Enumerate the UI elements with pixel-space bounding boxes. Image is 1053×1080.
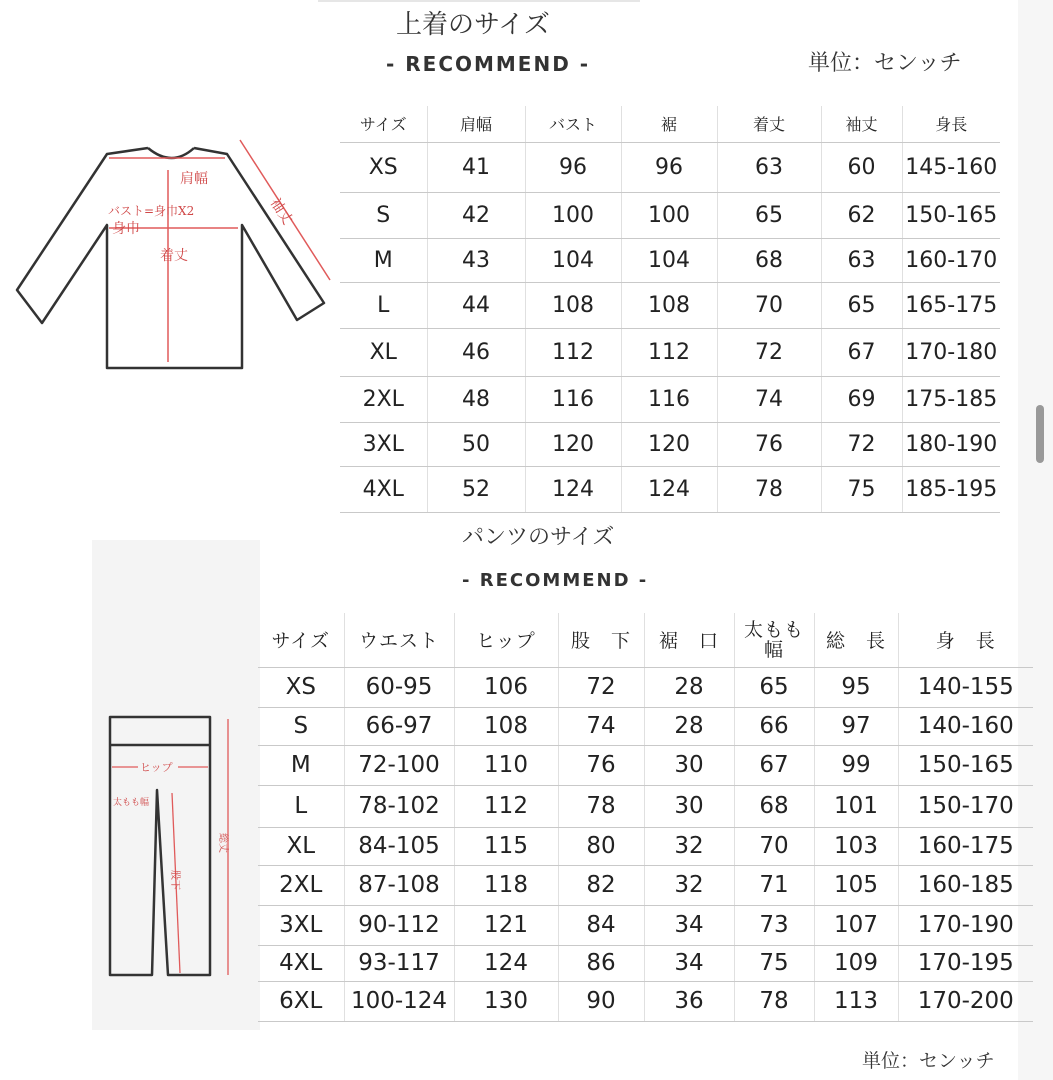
table-cell: 185-195	[902, 466, 1000, 512]
table-cell: 78-102	[344, 785, 454, 827]
top-header-hem: 裾	[621, 106, 717, 142]
table-cell: 124	[525, 466, 621, 512]
table-cell: 170-180	[902, 328, 1000, 376]
table-cell: 84	[558, 905, 644, 945]
table-cell: 36	[644, 981, 734, 1021]
table-cell: S	[258, 707, 344, 745]
table-cell: 107	[814, 905, 898, 945]
bottom-header-inseam: 股 下	[558, 613, 644, 667]
table-cell: 124	[454, 945, 558, 981]
table-cell: 103	[814, 827, 898, 865]
bottom-header-waist: ウエスト	[344, 613, 454, 667]
table-cell: 50	[427, 422, 525, 466]
table-cell: 6XL	[258, 981, 344, 1021]
top-unit: 単位：センッチ	[808, 51, 962, 76]
table-cell: 76	[558, 745, 644, 785]
table-cell: 4XL	[340, 466, 427, 512]
table-cell: 72	[821, 422, 902, 466]
table-cell: 90-112	[344, 905, 454, 945]
top-header-shoulder: 肩幅	[427, 106, 525, 142]
bottom-header-hem: 裾 口	[644, 613, 734, 667]
table-cell: 100	[525, 192, 621, 238]
table-cell: XL	[340, 328, 427, 376]
top-header-length: 着丈	[717, 106, 821, 142]
table-cell: 63	[821, 238, 902, 282]
top-header-bust: バスト	[525, 106, 621, 142]
table-cell: 118	[454, 865, 558, 905]
table-cell: 150-170	[898, 785, 1033, 827]
table-cell: 60	[821, 142, 902, 192]
table-row	[258, 827, 1033, 865]
bottom-table-header-row	[258, 613, 1033, 667]
shirt-label-body-width: 身巾	[112, 221, 140, 237]
table-cell: S	[340, 192, 427, 238]
table-cell: 72	[717, 328, 821, 376]
table-cell: 145-160	[902, 142, 1000, 192]
bottom-header-height: 身 長	[898, 613, 1033, 667]
table-cell: 78	[717, 466, 821, 512]
pants-label-thigh: 太もも幅	[113, 798, 150, 808]
table-cell: 44	[427, 282, 525, 328]
table-cell: 2XL	[340, 376, 427, 422]
bottom-unit: 単位：センッチ	[862, 1050, 995, 1072]
table-row	[340, 192, 1000, 238]
bottom-header-hip: ヒップ	[454, 613, 558, 667]
table-cell: 170-200	[898, 981, 1033, 1021]
table-cell: 43	[427, 238, 525, 282]
table-cell: 112	[621, 328, 717, 376]
table-cell: 96	[621, 142, 717, 192]
bottom-header-thigh-label: 太もも幅	[743, 618, 804, 661]
table-cell: 78	[734, 981, 814, 1021]
bottom-header-size: サイズ	[258, 613, 344, 667]
shirt-label-shoulder: 肩幅	[180, 171, 208, 187]
top-header-sleeve: 袖丈	[821, 106, 902, 142]
table-cell: 165-175	[902, 282, 1000, 328]
table-cell: 108	[525, 282, 621, 328]
table-cell: 60-95	[344, 667, 454, 707]
table-cell: 112	[454, 785, 558, 827]
table-cell: 69	[821, 376, 902, 422]
table-row	[258, 667, 1033, 707]
table-cell: 75	[821, 466, 902, 512]
table-cell: 100-124	[344, 981, 454, 1021]
table-cell: 116	[621, 376, 717, 422]
shirt-label-length: 着丈	[160, 248, 188, 264]
table-cell: 68	[717, 238, 821, 282]
table-cell: 112	[525, 328, 621, 376]
table-cell: L	[258, 785, 344, 827]
table-cell: 113	[814, 981, 898, 1021]
table-cell: 41	[427, 142, 525, 192]
table-cell: 160-175	[898, 827, 1033, 865]
top-header-size: サイズ	[340, 106, 427, 142]
table-cell: 28	[644, 667, 734, 707]
table-row	[258, 945, 1033, 981]
table-cell: 115	[454, 827, 558, 865]
table-cell: 116	[525, 376, 621, 422]
table-cell: 124	[621, 466, 717, 512]
table-cell: 93-117	[344, 945, 454, 981]
table-cell: 66-97	[344, 707, 454, 745]
table-cell: 84-105	[344, 827, 454, 865]
shirt-label-sleeve: 袖丈	[266, 195, 296, 228]
table-cell: 121	[454, 905, 558, 945]
shirt-diagram	[12, 130, 342, 375]
pants-label-total-length: 総丈	[217, 833, 228, 853]
top-recommend: - RECOMMEND -	[386, 52, 591, 76]
table-row	[340, 466, 1000, 512]
table-cell: 66	[734, 707, 814, 745]
table-cell: 86	[558, 945, 644, 981]
table-cell: 74	[717, 376, 821, 422]
table-cell: 52	[427, 466, 525, 512]
table-cell: 170-195	[898, 945, 1033, 981]
table-cell: 34	[644, 945, 734, 981]
table-cell: 150-165	[902, 192, 1000, 238]
table-cell: 175-185	[902, 376, 1000, 422]
table-cell: 140-160	[898, 707, 1033, 745]
table-cell: 120	[525, 422, 621, 466]
table-cell: 28	[644, 707, 734, 745]
table-cell: 160-170	[902, 238, 1000, 282]
table-cell: 96	[525, 142, 621, 192]
table-cell: 70	[717, 282, 821, 328]
table-cell: 150-165	[898, 745, 1033, 785]
table-row	[258, 981, 1033, 1021]
table-cell: 108	[454, 707, 558, 745]
table-cell: 65	[821, 282, 902, 328]
table-row	[340, 422, 1000, 466]
table-cell: 71	[734, 865, 814, 905]
top-title: 上着のサイズ	[396, 10, 550, 40]
table-cell: 90	[558, 981, 644, 1021]
table-cell: 32	[644, 827, 734, 865]
table-cell: 104	[525, 238, 621, 282]
table-cell: 30	[644, 745, 734, 785]
table-cell: 87-108	[344, 865, 454, 905]
table-cell: 101	[814, 785, 898, 827]
pants-diagram	[100, 705, 245, 985]
table-cell: 78	[558, 785, 644, 827]
table-cell: 104	[621, 238, 717, 282]
table-cell: 67	[821, 328, 902, 376]
table-row	[258, 745, 1033, 785]
table-cell: 109	[814, 945, 898, 981]
table-cell: 65	[734, 667, 814, 707]
table-cell: 62	[821, 192, 902, 238]
table-cell: 80	[558, 827, 644, 865]
shirt-label-bust: バスト=身巾X2	[108, 204, 195, 218]
table-cell: 160-185	[898, 865, 1033, 905]
table-row	[340, 328, 1000, 376]
table-cell: 34	[644, 905, 734, 945]
top-table-header-row	[340, 106, 1000, 142]
bottom-header-total-length: 総 長	[814, 613, 898, 667]
pants-label-inseam: 股下	[169, 870, 180, 890]
top-size-table	[340, 106, 1000, 513]
table-row	[340, 238, 1000, 282]
table-cell: 72	[558, 667, 644, 707]
table-cell: 4XL	[258, 945, 344, 981]
table-row	[258, 905, 1033, 945]
table-cell: 108	[621, 282, 717, 328]
table-cell: 3XL	[340, 422, 427, 466]
table-cell: 75	[734, 945, 814, 981]
bottom-size-table	[258, 613, 1033, 1022]
table-cell: 67	[734, 745, 814, 785]
pants-label-hip: ヒップ	[140, 761, 173, 774]
bottom-recommend: - RECOMMEND -	[462, 570, 649, 591]
table-cell: 140-155	[898, 667, 1033, 707]
table-row	[258, 707, 1033, 745]
table-row	[340, 376, 1000, 422]
table-row	[258, 865, 1033, 905]
table-cell: 65	[717, 192, 821, 238]
table-cell: 74	[558, 707, 644, 745]
table-cell: 73	[734, 905, 814, 945]
bottom-header-thigh	[734, 613, 814, 667]
table-cell: 82	[558, 865, 644, 905]
table-cell: 170-190	[898, 905, 1033, 945]
table-cell: M	[340, 238, 427, 282]
table-cell: 180-190	[902, 422, 1000, 466]
table-cell: 99	[814, 745, 898, 785]
table-cell: XS	[258, 667, 344, 707]
table-cell: L	[340, 282, 427, 328]
table-cell: 42	[427, 192, 525, 238]
top-divider	[318, 0, 640, 2]
table-cell: 32	[644, 865, 734, 905]
table-cell: 72-100	[344, 745, 454, 785]
table-cell: XL	[258, 827, 344, 865]
table-cell: 97	[814, 707, 898, 745]
table-row	[258, 785, 1033, 827]
top-header-height: 身長	[902, 106, 1000, 142]
table-cell: 106	[454, 667, 558, 707]
table-cell: 70	[734, 827, 814, 865]
table-row	[340, 282, 1000, 328]
table-cell: XS	[340, 142, 427, 192]
table-cell: 3XL	[258, 905, 344, 945]
table-cell: 105	[814, 865, 898, 905]
scrollbar-thumb[interactable]	[1036, 405, 1044, 463]
table-cell: M	[258, 745, 344, 785]
table-cell: 120	[621, 422, 717, 466]
table-cell: 63	[717, 142, 821, 192]
table-cell: 110	[454, 745, 558, 785]
table-cell: 48	[427, 376, 525, 422]
table-cell: 2XL	[258, 865, 344, 905]
table-cell: 130	[454, 981, 558, 1021]
table-cell: 95	[814, 667, 898, 707]
table-cell: 100	[621, 192, 717, 238]
bottom-title: パンツのサイズ	[462, 525, 615, 550]
table-row	[340, 142, 1000, 192]
table-cell: 30	[644, 785, 734, 827]
table-cell: 76	[717, 422, 821, 466]
table-cell: 46	[427, 328, 525, 376]
table-cell: 68	[734, 785, 814, 827]
